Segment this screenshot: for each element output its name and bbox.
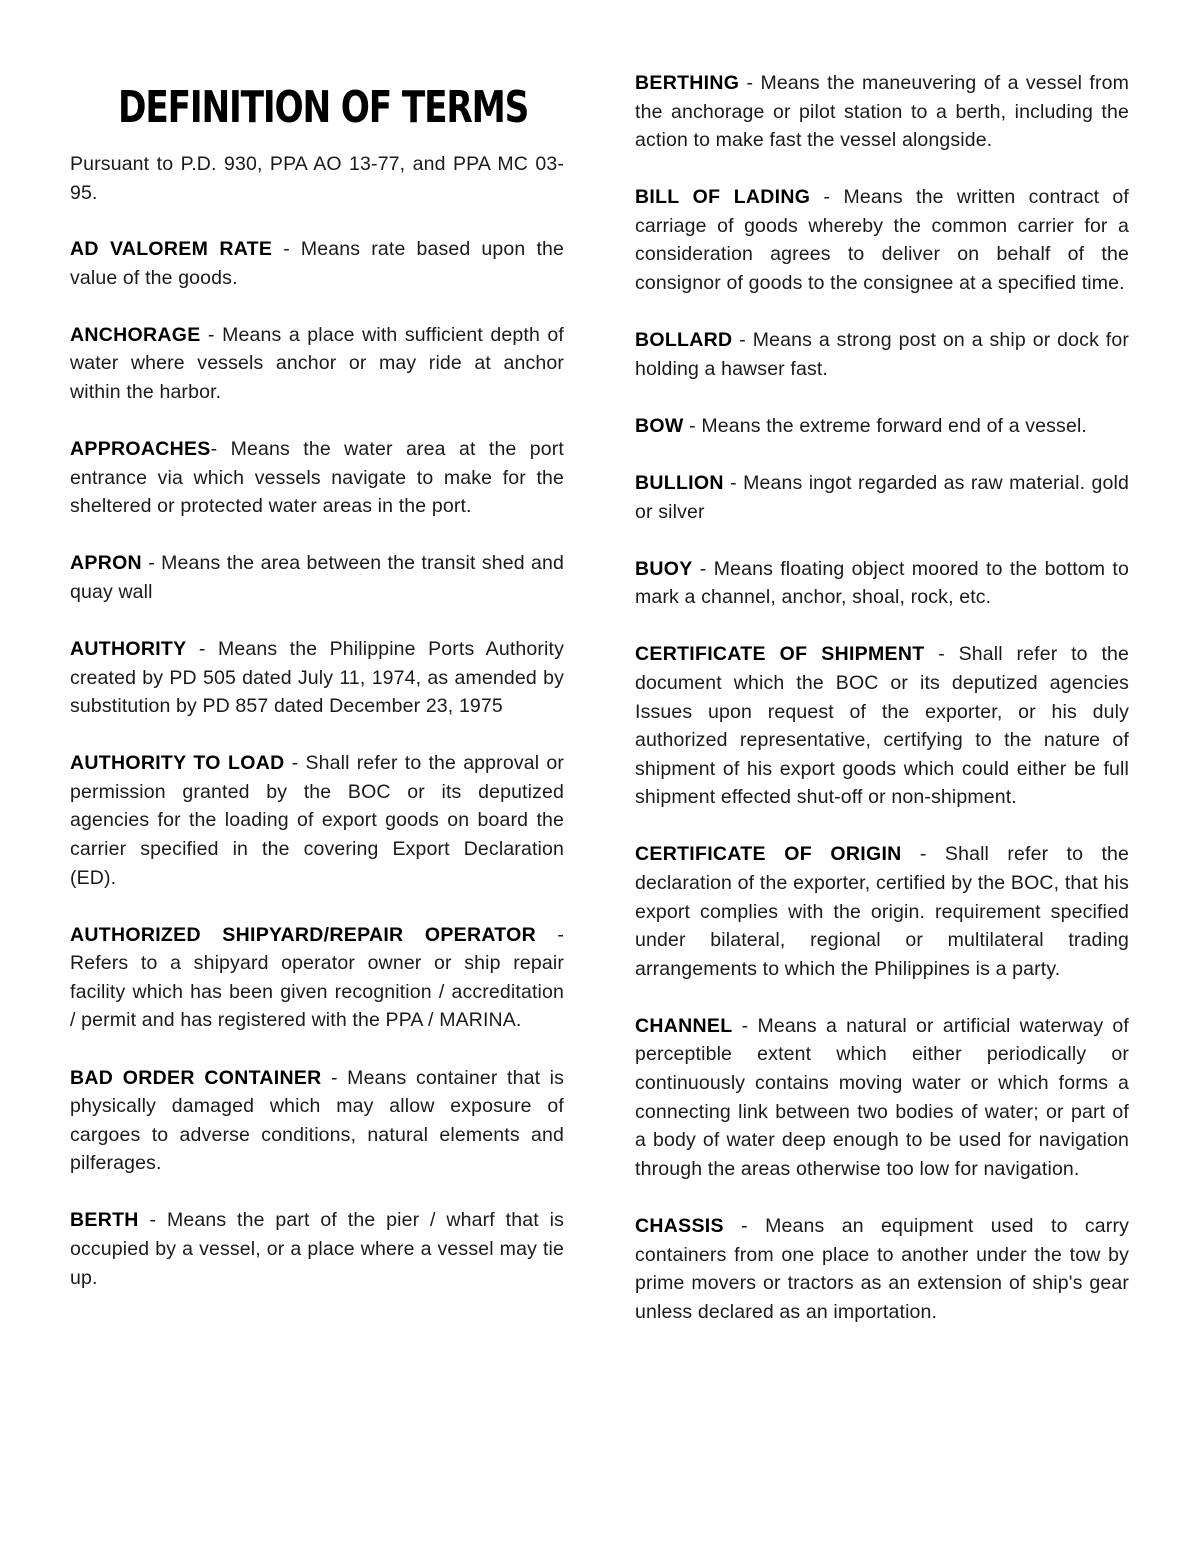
term-name: CHANNEL <box>635 1014 733 1037</box>
term-definition: Means the written contract of carriage of goods whereby the common carrier for a consideration agrees to deliver on behalf of the consignor of goods to the consignee at a specified time. <box>635 186 1129 295</box>
term-name: BOLLARD <box>635 329 733 352</box>
term-name: BILL OF LADING <box>635 186 811 209</box>
term-name: BOW <box>635 414 684 437</box>
term-definition: Means the water area at the port entrance via which vessels navigate to make for the sheltered or protected water areas in the port. <box>70 437 564 518</box>
term-separator: - <box>683 414 702 437</box>
term-entry <box>70 635 564 721</box>
term-entry <box>635 640 1129 812</box>
term-definition: Means the maneuvering of a vessel from the anchorage or pilot station to a berth, including the action to make fast the vessel alongside. <box>635 72 1129 152</box>
term-definition: Shall refer to the approval or permission granted by the BOC or its deputized agencies for the loading of export goods on board the carrier specified in the covering Export Declaration (ED). <box>70 752 564 889</box>
term-separator: - <box>200 323 223 346</box>
term-entry <box>70 1206 564 1292</box>
term-separator: - <box>723 471 744 494</box>
intro-paragraph: Pursuant to P.D. 930, PPA AO 13-77, and PPA MC 03-95. <box>70 153 564 204</box>
term-name: BERTH <box>70 1209 139 1232</box>
term-entry <box>635 183 1129 297</box>
term-name: AUTHORITY <box>70 637 187 660</box>
term-entry <box>70 549 564 606</box>
term-name: AD VALOREM RATE <box>70 238 273 260</box>
term-definition: Means a strong post on a ship or dock for holding a hawser fast. <box>635 329 1130 380</box>
term-definition: Means the Philippine Ports Authority created by PD 505 dated July 11, 1974, as amended by substitution by PD 857 dated December 23, 1975 <box>70 637 564 718</box>
term-definition: Shall refer to the document which the BOC or its deputized agencies Issues upon request of the exporter, or his duly authorized representative, certifying to the nature of shipment of his export goods which could either be full shipment effected shut-off or non-shipment. <box>635 643 1130 809</box>
term-name: CERTIFICATE OF ORIGIN <box>635 843 902 866</box>
term-separator: - <box>284 752 306 775</box>
page-title: DEFINITION OF TERMS <box>118 82 529 133</box>
term-entry <box>635 1012 1129 1184</box>
term-name: BAD ORDER CONTAINER <box>70 1066 322 1089</box>
term-entry <box>70 321 564 407</box>
term-separator: - <box>723 1214 766 1237</box>
term-separator: - <box>141 552 162 575</box>
left-column-terms <box>70 235 564 1321</box>
term-separator: - <box>536 923 564 946</box>
term-definition: Refers to a shipyard operator owner or ship repair facility which has been given recognition / accreditation / permit and has registered with the PPA / MARINA. <box>70 952 564 1032</box>
term-separator: - <box>321 1066 348 1089</box>
term-definition: Shall refer to the declaration of the exporter, certified by the BOC, that his export complies with the origin. requirement specified under bilateral, regional or multilateral trading arrangements to which the Philippines is a party. <box>635 843 1130 980</box>
term-separator: - <box>739 72 761 94</box>
term-name: AUTHORITY TO LOAD <box>70 752 285 775</box>
term-separator: - <box>692 557 714 580</box>
term-entry <box>635 69 1129 155</box>
term-entry <box>70 749 564 892</box>
term-separator: - <box>186 637 218 660</box>
term-entry <box>70 235 564 292</box>
term-entry <box>635 555 1129 612</box>
term-entry <box>635 412 1129 441</box>
term-name: BULLION <box>635 471 724 494</box>
term-definition: Means ingot regarded as raw material. gold or silver <box>635 471 1129 523</box>
term-entry <box>635 840 1129 983</box>
term-name: APPROACHES <box>70 437 211 460</box>
term-separator: - <box>810 186 844 209</box>
term-separator: - <box>272 238 301 260</box>
term-separator: - <box>901 843 945 866</box>
term-name: BERTHING <box>635 72 740 94</box>
term-name: ANCHORAGE <box>70 323 201 346</box>
term-separator: - <box>210 437 231 460</box>
term-definition: Means floating object moored to the bottom to mark a channel, anchor, shoal, rock, etc. <box>635 557 1129 609</box>
term-separator: - <box>924 643 959 666</box>
term-definition: Means the part of the pier / wharf that is occupied by a vessel, or a place where a vessel may tie up. <box>70 1209 564 1289</box>
term-entry <box>70 435 564 521</box>
term-separator: - <box>138 1209 167 1232</box>
term-entry <box>70 1064 564 1178</box>
term-entry <box>635 326 1129 383</box>
term-entry <box>635 469 1129 526</box>
term-name: CHASSIS <box>635 1214 724 1237</box>
term-name: AUTHORIZED SHIPYARD/REPAIR OPERATOR <box>70 923 537 946</box>
term-definition: Means the area between the transit shed and quay wall <box>70 552 565 603</box>
term-definition: Means rate based upon the value of the goods. <box>70 238 564 289</box>
term-name: BUOY <box>635 557 693 580</box>
term-definition: Means an equipment used to carry containers from one place to another under the tow by prime movers or tractors as an extension of ship's gear unless declared as an importation. <box>635 1214 1129 1323</box>
term-definition: Means a place with sufficient depth of water where vessels anchor or may ride at anchor within the harbor. <box>70 323 564 403</box>
term-definition: Means container that is physically damaged which may allow exposure of cargoes to adverse conditions, natural elements and pilferages. <box>70 1066 565 1175</box>
term-definition: Means the extreme forward end of a vessel. <box>701 414 1087 437</box>
right-column-terms <box>635 69 1129 1355</box>
term-separator: - <box>732 329 753 352</box>
term-entry <box>635 1212 1129 1326</box>
term-name: APRON <box>70 552 142 575</box>
term-entry <box>70 921 564 1035</box>
term-separator: - <box>732 1014 758 1037</box>
term-definition: Means a natural or artificial waterway of perceptible extent which either periodically or continuously contains moving water or which forms a connecting link between two bodies of water; or part of a body of water deep enough to be used for navigation through the areas otherwise too low for navigation. <box>635 1014 1129 1180</box>
term-name: CERTIFICATE OF SHIPMENT <box>635 643 925 666</box>
